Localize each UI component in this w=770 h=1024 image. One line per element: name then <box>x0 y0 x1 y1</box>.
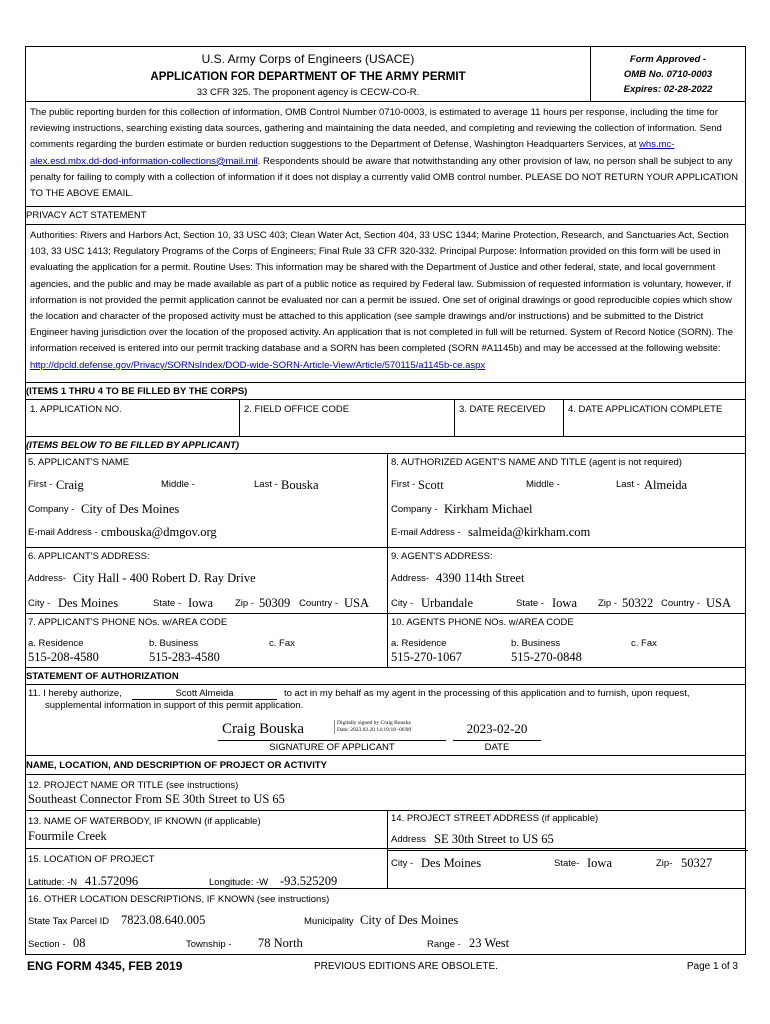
agent-last-label: Last - <box>616 479 640 490</box>
other-location-block <box>25 889 746 955</box>
authorize-text-line2: supplemental information in support of this permit application. <box>45 700 304 711</box>
applicant-address-label: Address- <box>28 573 67 584</box>
project-city-section <box>387 832 745 888</box>
project-address-label: Address <box>391 834 426 845</box>
agent-state-label: State - <box>516 598 544 609</box>
applicant-country-label: Country - <box>299 598 339 609</box>
applicant-business-label: b. Business <box>149 638 199 649</box>
page-number: Page 1 of 3 <box>686 961 738 972</box>
permit-form <box>25 46 746 975</box>
agent-residence-phone[interactable]: 515-270-1067 <box>391 650 462 664</box>
latitude-label: Latitude: -N <box>28 877 78 888</box>
municipality[interactable]: City of Des Moines <box>360 913 459 927</box>
signature-label: SIGNATURE OF APPLICANT <box>269 742 395 753</box>
project-zip[interactable]: 50327 <box>681 856 713 870</box>
applicant-residence-label: a. Residence <box>28 638 84 649</box>
form-header <box>25 46 746 102</box>
signature-date[interactable]: 2023-02-20 <box>466 721 528 736</box>
applicant-first-label: First - <box>28 479 53 490</box>
applicant-zip-label: Zip - <box>235 598 254 609</box>
names-block <box>25 454 746 548</box>
township[interactable]: 78 North <box>258 936 303 950</box>
burden-text-end: . Respondents should be aware that notwithstanding any other provision of law, no person shall be subject to any penalty for failing to comply with a collection of information if it does not display a currently valid OMB control number. PLEASE DO NOT RETURN YOUR APPLICATION TO THE ABOVE EMAIL. <box>30 155 739 200</box>
agent-address-label: Address- <box>391 573 430 584</box>
longitude[interactable]: -93.525209 <box>280 874 338 888</box>
applicant-zip[interactable]: 50309 <box>259 596 291 610</box>
waterbody-name[interactable]: Fourmile Creek <box>28 829 107 843</box>
form-number: ENG FORM 4345, FEB 2019 <box>27 959 183 973</box>
agent-fax-label: c. Fax <box>631 638 657 649</box>
authorization-heading: STATEMENT OF AUTHORIZATION <box>25 668 746 685</box>
address-block <box>25 548 746 614</box>
applicant-email[interactable]: cmbouska@dmgov.org <box>101 525 217 539</box>
project-name[interactable]: Southeast Connector From SE 30th Street to US 65 <box>28 792 285 806</box>
agent-email[interactable]: salmeida@kirkham.com <box>468 525 591 539</box>
applicant-address-section <box>26 548 387 613</box>
section-label: Section - <box>28 939 66 950</box>
digital-sig-line1: Digitally signed by Craig Bouska <box>337 720 411 726</box>
date-received-field[interactable]: 3. DATE RECEIVED <box>454 400 563 436</box>
longitude-label: Longitude: -W <box>209 877 269 888</box>
waterbody-street-block <box>25 811 746 849</box>
agent-state[interactable]: Iowa <box>552 596 577 610</box>
project-name-block <box>25 775 746 811</box>
agent-phone-section <box>387 614 745 667</box>
agent-name-label: 8. AUTHORIZED AGENT'S NAME AND TITLE (agent is not required) <box>391 457 682 468</box>
applicant-email-label: E-mail Address - <box>28 527 98 538</box>
applicant-name-label: 5. APPLICANT'S NAME <box>28 457 130 468</box>
agency-name: U.S. Army Corps of Engineers (USACE) <box>201 52 415 66</box>
digital-sig-line2: Date: 2023.02.20 14:19:18 -06'00' <box>337 727 413 733</box>
agent-country[interactable]: USA <box>706 596 732 610</box>
agent-company-label: Company - <box>391 504 438 515</box>
digital-signature-stamp <box>334 720 412 734</box>
applicant-city-label: City - <box>28 598 51 609</box>
agent-address-section <box>387 548 745 613</box>
waterbody-section <box>26 811 387 848</box>
agent-residence-label: a. Residence <box>391 638 447 649</box>
agent-address-heading: 9. AGENT'S ADDRESS: <box>391 551 493 562</box>
agent-address[interactable]: 4390 114th Street <box>436 571 525 585</box>
burden-statement <box>25 102 746 207</box>
privacy-statement <box>25 225 746 383</box>
form-footer <box>25 955 746 975</box>
applicant-last-label: Last - <box>254 479 278 490</box>
application-no-field[interactable]: 1. APPLICATION NO. <box>30 404 122 415</box>
agent-phone-heading: 10. AGENTS PHONE NOs. w/AREA CODE <box>391 617 574 628</box>
agent-name-section <box>387 454 745 547</box>
township-label: Township - <box>186 939 232 950</box>
applicant-city[interactable]: Des Moines <box>58 596 119 610</box>
applicant-name-section <box>26 454 387 547</box>
applicant-last-name[interactable]: Bouska <box>281 478 319 492</box>
agent-country-label: Country - <box>661 598 701 609</box>
agent-business-phone[interactable]: 515-270-0848 <box>511 650 582 664</box>
applicant-middle-label: Middle - <box>161 479 195 490</box>
omb-number: OMB No. 0710-0003 <box>623 69 713 80</box>
authorize-text-post: to act in my behalf as my agent in the processing of this application and to furnish, upon request, <box>284 688 690 699</box>
agent-city[interactable]: Urbandale <box>421 596 474 610</box>
project-name-label: 12. PROJECT NAME OR TITLE (see instructions) <box>28 780 239 791</box>
form-approved: Form Approved - <box>629 54 707 65</box>
obsolete-notice: PREVIOUS EDITIONS ARE OBSOLETE. <box>314 961 498 972</box>
privacy-heading: PRIVACY ACT STATEMENT <box>25 207 746 225</box>
street-address-label: 14. PROJECT STREET ADDRESS (if applicable) <box>391 813 599 824</box>
waterbody-label: 13. NAME OF WATERBODY, IF KNOWN (if applicable) <box>28 816 261 827</box>
tax-parcel-id[interactable]: 7823.08.640.005 <box>121 913 206 927</box>
phone-block <box>25 614 746 668</box>
project-street-address[interactable]: SE 30th Street to US 65 <box>434 832 554 846</box>
applicant-state-label: State - <box>153 598 181 609</box>
corps-heading: (ITEMS 1 THRU 4 TO BE FILLED BY THE CORPS) <box>25 383 746 400</box>
project-state-label: State- <box>554 858 580 869</box>
corps-items <box>25 400 746 437</box>
range[interactable]: 23 West <box>469 936 510 950</box>
applicant-heading: (ITEMS BELOW TO BE FILLED BY APPLICANT) <box>25 437 746 454</box>
agent-company[interactable]: Kirkham Michael <box>444 502 533 516</box>
project-city[interactable]: Des Moines <box>421 856 482 870</box>
agent-last-name[interactable]: Almeida <box>644 478 688 492</box>
location-label: 15. LOCATION OF PROJECT <box>28 854 155 865</box>
applicant-first-name[interactable]: Craig <box>56 478 84 492</box>
applicant-fax-label: c. Fax <box>269 638 295 649</box>
latitude[interactable]: 41.572096 <box>85 874 139 888</box>
section-number[interactable]: 08 <box>73 936 86 950</box>
agent-city-label: City - <box>391 598 414 609</box>
location-section <box>26 848 387 888</box>
applicant-country[interactable]: USA <box>344 596 370 610</box>
agent-first-name[interactable]: Scott <box>418 478 444 492</box>
applicant-phone-section <box>26 614 387 667</box>
project-city-label: City - <box>391 858 414 869</box>
omb-block <box>590 47 745 101</box>
cfr-reference: 33 CFR 325. The proponent agency is CECW-CO-R. <box>196 87 420 98</box>
agent-zip[interactable]: 50322 <box>622 596 654 610</box>
range-label: Range - <box>427 939 461 950</box>
agent-email-label: E-mail Address - <box>391 527 461 538</box>
project-heading: NAME, LOCATION, AND DESCRIPTION OF PROJECT OR ACTIVITY <box>25 756 746 775</box>
applicant-residence-phone[interactable]: 515-208-4580 <box>28 650 99 664</box>
project-state[interactable]: Iowa <box>587 856 612 870</box>
field-office-code-field[interactable]: 2. FIELD OFFICE CODE <box>239 400 454 436</box>
agent-first-label: First - <box>391 479 416 490</box>
agent-business-label: b. Business <box>511 638 561 649</box>
agent-middle-label: Middle - <box>526 479 560 490</box>
expiration-date: Expires: 02-28-2022 <box>623 84 713 95</box>
applicant-address-heading: 6. APPLICANT'S ADDRESS: <box>28 551 150 562</box>
date-label: DATE <box>484 742 510 753</box>
form-title: APPLICATION FOR DEPARTMENT OF THE ARMY PERMIT <box>150 71 466 83</box>
applicant-address[interactable]: City Hall - 400 Robert D. Ray Drive <box>73 571 256 585</box>
other-location-label: 16. OTHER LOCATION DESCRIPTIONS, IF KNOWN (see instructions) <box>28 894 330 905</box>
applicant-company-label: Company - <box>28 504 75 515</box>
burden-email-link[interactable]: whs.mc-alex.esd.mbx.dd-dod-information-collections@mail.mil <box>30 139 675 167</box>
authorized-agent-name[interactable]: Scott Almeida <box>132 688 277 700</box>
sorn-link[interactable]: http://dpcld.defense.gov/Privacy/SORNsIndex/DOD-wide-SORN-Article-View/Article/570115/a1145b-ce.aspx <box>30 359 486 371</box>
applicant-phone-heading: 7. APPLICANT'S PHONE NOs. w/AREA CODE <box>28 617 228 628</box>
applicant-signature[interactable]: Craig Bouska <box>222 721 305 737</box>
agent-zip-label: Zip - <box>598 598 617 609</box>
burden-text: The public reporting burden for this collection of information, OMB Control Number 0710-0003, is estimated to average 11 hours per response, including the time for reviewing instructions, searching existing data sources, gathering and maintaining the data needed, and completing and reviewing the collection of information. Send comments regarding the burden estimate or burden reduction suggestions to the Department of Defense, Washington Headquarters Services, at <box>30 107 722 151</box>
applicant-state[interactable]: Iowa <box>188 596 213 610</box>
privacy-text: Authorities: Rivers and Harbors Act, Section 10, 33 USC 403; Clean Water Act, Section 404, 33 USC 1344; Marine Protection, Research, and Sanctuaries Act, Section 103, 33 USC 1413; Regulatory Programs of the Corps of Engineers; Final Rule 33 CFR 320-332. Principal Purpose: Information provided on this form will be used in evaluating the application for a permit. Routine Uses: This information may be shared with the Department of Justice and other federal, state, and local government agencies, and the public and may be made available as part of a public notice as required by Federal law. Submission of requested information is voluntary, however, if information is not provided the permit application cannot be evaluated nor can a permit be issued. One set of original drawings or good reproducible copies which show the location and character of the proposed activity must be attached to this application (see sample drawings and/or instructions) and be submitted to the District Engineer having jurisdiction over the location of the proposed activity. An application that is not completed in full will be returned. System of Record Notice (SORN). The information received is entered into our permit tracking database and a SORN has been completed (SORN #A1145b) and may be accessed at the following website: <box>30 230 734 355</box>
applicant-company[interactable]: City of Des Moines <box>81 502 180 516</box>
parcel-label: State Tax Parcel ID <box>28 916 110 927</box>
authorization-block <box>25 685 746 756</box>
header-title-block <box>26 47 590 101</box>
municipality-label: Municipality <box>304 916 354 927</box>
project-zip-label: Zip- <box>656 858 673 869</box>
authorize-text-pre: 11. I hereby authorize, <box>28 688 122 699</box>
date-complete-field[interactable]: 4. DATE APPLICATION COMPLETE <box>563 400 745 436</box>
applicant-business-phone[interactable]: 515-283-4580 <box>149 650 220 664</box>
